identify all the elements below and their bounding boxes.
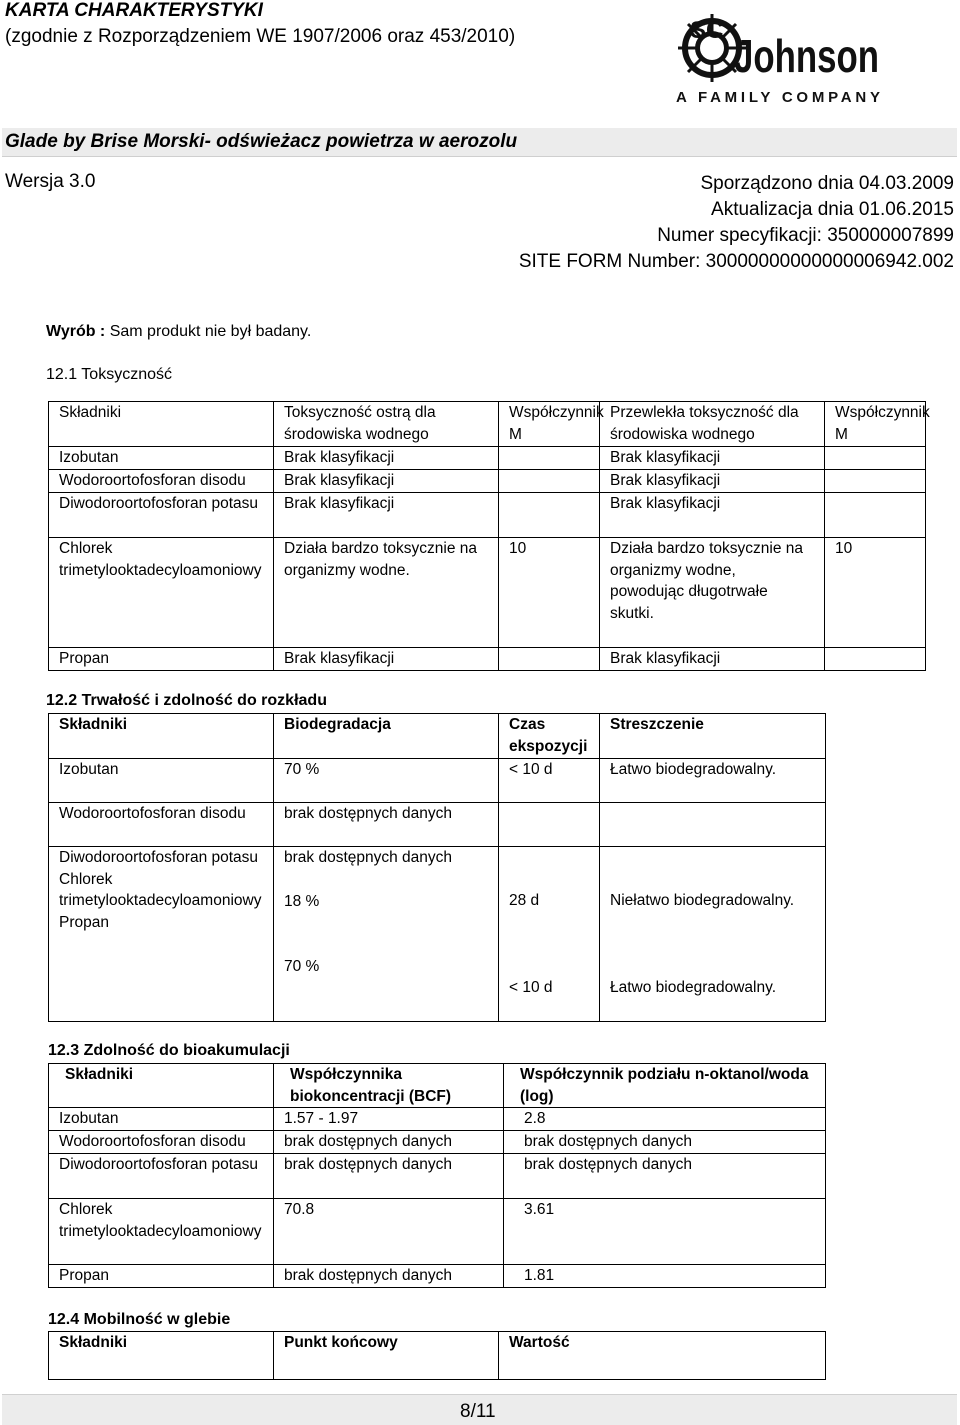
table-row — [49, 1108, 826, 1131]
table-cell — [274, 847, 499, 1022]
section-12-2-heading: 12.2 Trwałość i zdolność do rozkładu — [46, 692, 327, 709]
header-cell: Składniki — [49, 714, 274, 759]
mobility-table — [48, 1331, 826, 1380]
page-number: 8/11 — [460, 1401, 496, 1422]
table-cell — [49, 847, 274, 1022]
cell-line: 18 % — [284, 892, 320, 910]
table-cell: brak dostępnych danych — [504, 1154, 826, 1199]
cell-line: 70 % — [284, 958, 320, 975]
table-row-group — [49, 847, 826, 1022]
table-cell: Chlorek trimetylooktadecyloamoniowy — [49, 1199, 274, 1265]
table-cell: 70.8 — [274, 1199, 504, 1265]
svg-text:A FAMILY COMPANY: A FAMILY COMPANY — [676, 89, 880, 106]
table-cell — [499, 803, 600, 847]
table-cell: Brak klasyfikacji — [600, 493, 825, 538]
spec-number: Numer specyfikacji: 350000007899 — [657, 225, 954, 246]
table-cell: Izobutan — [49, 1108, 274, 1131]
table-row — [49, 759, 826, 803]
table-cell — [499, 648, 600, 671]
table-cell: Wodoroortofosforan disodu — [49, 1131, 274, 1154]
header-cell: Wartość — [499, 1332, 826, 1380]
header-cell: Składniki — [49, 402, 274, 447]
table-cell: Wodoroortofosforan disodu — [49, 470, 274, 493]
table-cell — [499, 847, 600, 1022]
table-cell — [499, 470, 600, 493]
table-cell: brak dostępnych danych — [274, 1154, 504, 1199]
product-note-text: Sam produkt nie był badany. — [105, 323, 312, 340]
document-metadata — [519, 171, 954, 275]
table-cell: 2.8 — [504, 1108, 826, 1131]
table-cell: 10 — [825, 538, 926, 648]
table-cell — [600, 847, 826, 1022]
product-note — [46, 323, 311, 341]
header-cell: Współczynnik M — [825, 402, 926, 447]
table-cell: 1.57 - 1.97 — [274, 1108, 504, 1131]
table-cell: Diwodoroortofosforan potasu — [49, 1154, 274, 1199]
section-12-3-heading: 12.3 Zdolność do bioakumulacji — [48, 1042, 290, 1059]
table-cell: 1.81 — [504, 1265, 826, 1288]
table-cell — [825, 447, 926, 470]
cell-line: 28 d — [509, 892, 540, 909]
table-row — [49, 1154, 826, 1199]
sc-johnson-logo — [672, 10, 882, 105]
table-row — [49, 493, 926, 538]
cell-line: Chlorek trimetylooktadecyloamoniowy — [59, 870, 262, 909]
table-cell: Wodoroortofosforan disodu — [49, 803, 274, 847]
product-name: Glade by Brise Morski- odświeżacz powietrza w aerozolu — [5, 131, 518, 152]
table-cell: Brak klasyfikacji — [274, 470, 499, 493]
table-cell — [825, 648, 926, 671]
table-cell: brak dostępnych danych — [274, 1131, 504, 1154]
table-cell — [600, 803, 826, 847]
cell-line: Łatwo biodegradowalny. — [610, 978, 777, 996]
header-cell: Współczynnik M — [499, 402, 600, 447]
prepared-date: Sporządzono dnia 04.03.2009 — [700, 173, 954, 194]
table-cell: Izobutan — [49, 759, 274, 803]
site-form-number: SITE FORM Number: 30000000000000006942.002 — [518, 251, 954, 272]
header-cell: Toksyczność ostrą dla środowiska wodnego — [274, 402, 499, 447]
regulation-subtitle: (zgodnie z Rozporządzeniem WE 1907/2006 oraz 453/2010) — [5, 26, 516, 47]
table-cell — [825, 470, 926, 493]
degradability-table — [48, 713, 826, 1022]
table-cell: Chlorek trimetylooktadecyloamoniowy — [49, 538, 274, 648]
table-row — [49, 648, 926, 671]
table-cell: Propan — [49, 1265, 274, 1288]
table-cell: Brak klasyfikacji — [274, 648, 499, 671]
table-row — [49, 447, 926, 470]
table-cell: Brak klasyfikacji — [600, 470, 825, 493]
header-cell: Przewlekła toksyczność dla środowiska wodnego — [600, 402, 825, 447]
table-cell: Brak klasyfikacji — [274, 493, 499, 538]
toxicity-table — [48, 401, 930, 671]
table-header-row — [49, 1064, 826, 1108]
table-cell: < 10 d — [499, 759, 600, 803]
section-12-1-title: Toksyczność — [77, 366, 172, 383]
document-title: KARTA CHARAKTERYSTYKI — [5, 0, 263, 21]
table-cell: Propan — [49, 648, 274, 671]
cell-line: Niełatwo biodegradowalny. — [610, 892, 795, 909]
header-cell: Czas ekspozycji — [499, 714, 600, 759]
table-row — [49, 1199, 826, 1265]
table-cell — [825, 493, 926, 538]
header-cell: Streszczenie — [600, 714, 826, 759]
table-header-row — [49, 1332, 826, 1380]
table-row — [49, 470, 926, 493]
version-label: Wersja 3.0 — [5, 171, 96, 192]
section-12-1-heading — [46, 366, 172, 384]
svg-text:Johnson: Johnson — [734, 30, 879, 82]
table-cell: Brak klasyfikacji — [600, 447, 825, 470]
table-cell: brak dostępnych danych — [504, 1131, 826, 1154]
table-cell: Działa bardzo toksycznie na organizmy wodne. — [274, 538, 499, 648]
table-cell — [499, 447, 600, 470]
header-cell: Składniki — [49, 1332, 274, 1380]
table-header-row — [49, 402, 926, 447]
cell-line: < 10 d — [509, 978, 553, 996]
table-header-row — [49, 714, 826, 759]
table-cell: 3.61 — [504, 1199, 826, 1265]
table-cell: Diwodoroortofosforan potasu — [49, 493, 274, 538]
svg-text:SC: SC — [690, 17, 724, 44]
bioaccumulation-table — [48, 1063, 826, 1288]
table-cell: Działa bardzo toksycznie na organizmy wodne, powodując długotrwałe skutki. — [600, 538, 825, 648]
table-row — [49, 1131, 826, 1154]
cell-line: Diwodoroortofosforan potasu — [59, 849, 259, 866]
cell-line: Propan — [59, 913, 109, 931]
table-cell: brak dostępnych danych — [274, 803, 499, 847]
table-row — [49, 538, 926, 648]
product-note-label: Wyrób : — [46, 323, 106, 340]
section-12-4-heading: 12.4 Mobilność w glebie — [48, 1311, 231, 1328]
table-cell: brak dostępnych danych — [274, 1265, 504, 1288]
table-cell: Brak klasyfikacji — [600, 648, 825, 671]
table-row — [49, 1265, 826, 1288]
table-cell: 10 — [499, 538, 600, 648]
header-cell: Punkt końcowy — [274, 1332, 499, 1380]
table-cell: Brak klasyfikacji — [274, 447, 499, 470]
table-cell: Łatwo biodegradowalny. — [600, 759, 826, 803]
cell-line: brak dostępnych danych — [284, 849, 453, 866]
table-cell: 70 % — [274, 759, 499, 803]
table-row — [49, 803, 826, 847]
header-cell: Współczynnik podziału n-oktanol/woda (log) — [504, 1064, 826, 1108]
header-cell: Składniki — [49, 1064, 274, 1108]
updated-date: Aktualizacja dnia 01.06.2015 — [711, 199, 954, 220]
section-12-1-number: 12.1 — [46, 366, 78, 383]
header-cell: Współczynnika biokoncentracji (BCF) — [274, 1064, 504, 1108]
header-cell: Biodegradacja — [274, 714, 499, 759]
table-cell — [499, 493, 600, 538]
table-cell: Izobutan — [49, 447, 274, 470]
